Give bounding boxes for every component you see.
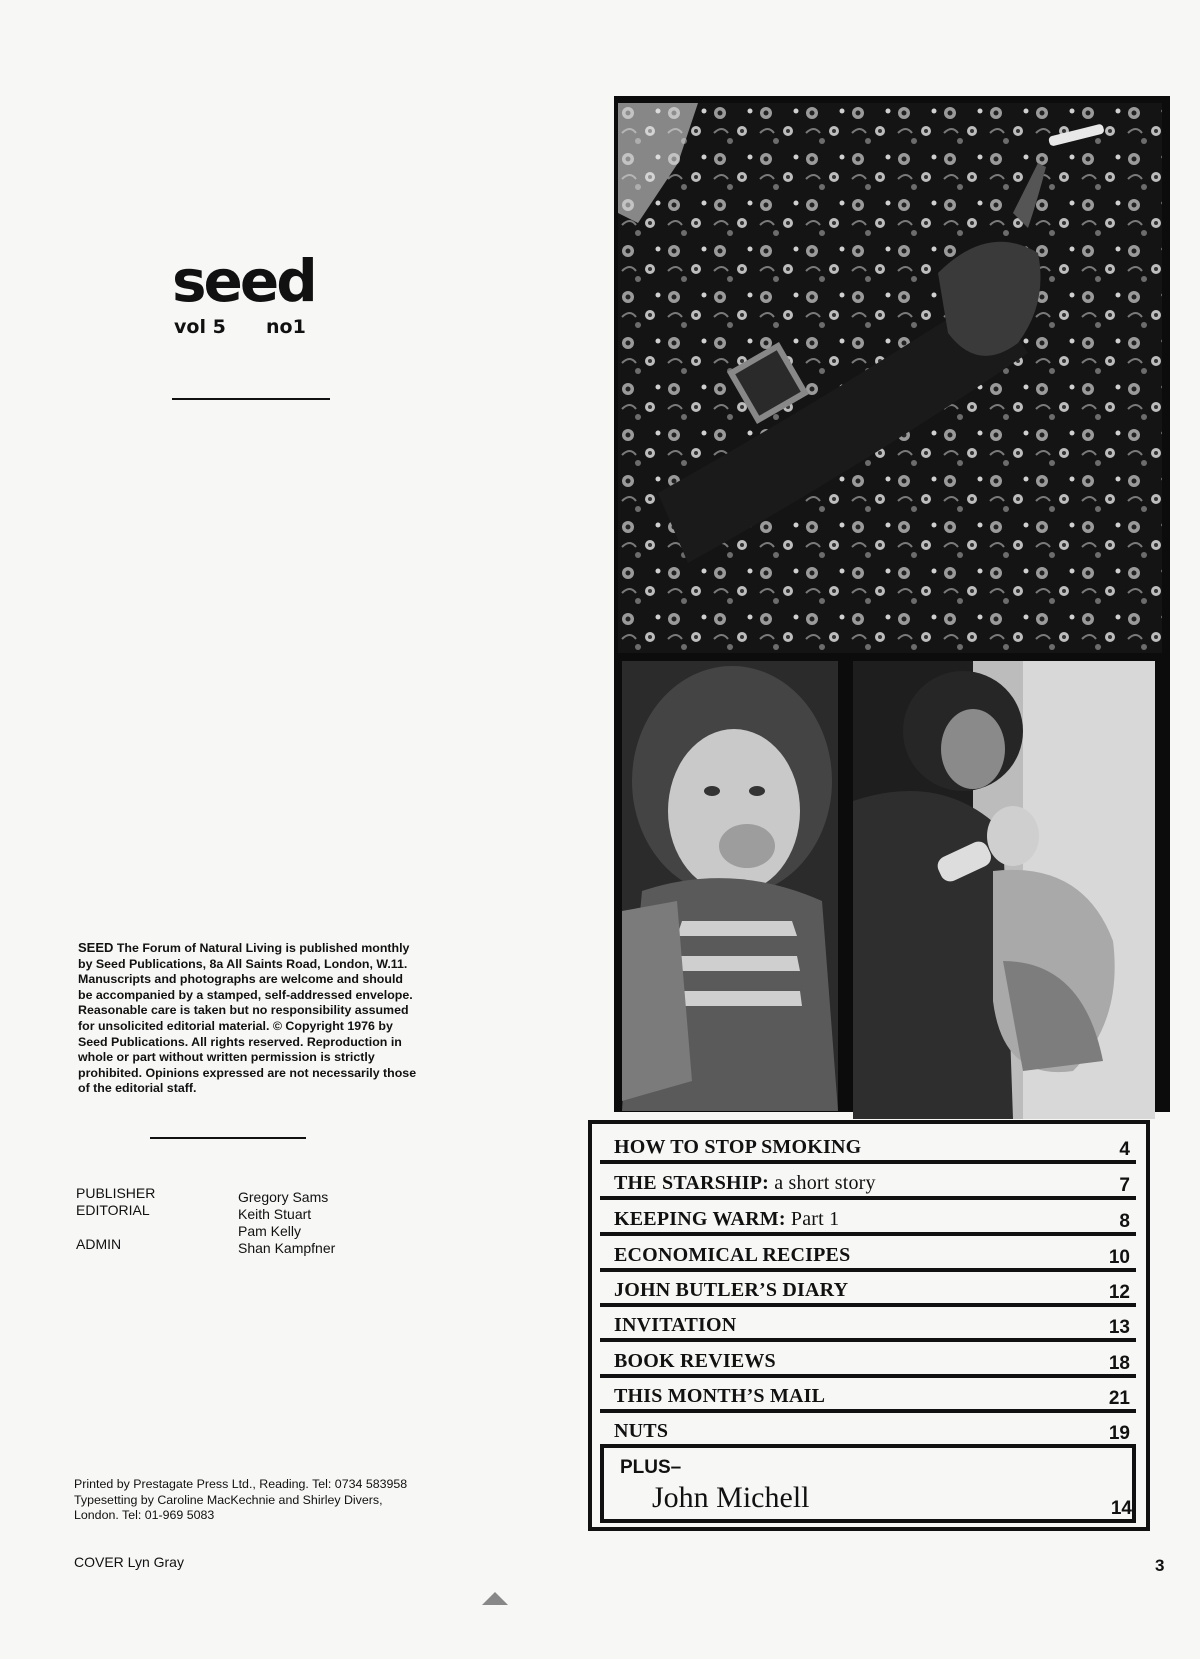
contents-title: JOHN BUTLER’S DIARY [614,1279,849,1301]
contents-page: 13 [1108,1317,1130,1338]
photo-mother-and-baby [853,661,1155,1119]
staff-role: PUBLISHER [76,1185,156,1201]
contents-page: 8 [1119,1211,1130,1232]
contents-title: INVITATION [614,1314,737,1336]
staff-name: Pam Kelly [238,1223,302,1239]
issue-number: no1 [266,316,306,338]
print-registration-mark [482,1592,508,1605]
imprint-rule [150,1137,306,1139]
contents-item[interactable] [600,1413,1136,1448]
contents-title: HOW TO STOP SMOKING [614,1136,862,1158]
contents-item[interactable] [600,1237,1136,1272]
staff-name: Gregory Sams [238,1189,329,1205]
contents-plus-title: John Michell [652,1481,810,1514]
photo-child-eating [622,661,838,1111]
contents-page: 7 [1119,1175,1130,1196]
imprint-text: The Forum of Natural Living is published monthly by Seed Publications, 8a All Saints Road, London, W.11. Manuscripts and photographs are welcome and should be accompanied by a stamped, self-addressed envelope. Reasonable care is taken but no responsibility assumed for unsolicited editorial material. © Copyright 1976 by Seed Publications. All rights reserved. Reproduction in whole or part without written permission is strictly prohibited. Opinions expressed are not necessarily those of the editorial staff. [78,941,417,1096]
contents-title: KEEPING WARM: Part 1 [614,1208,840,1230]
contents-title: NUTS [614,1420,669,1442]
page-number: 3 [1155,1556,1165,1575]
photo-hand-with-cigarette [618,103,1162,653]
volume-number: vol 5 [174,316,226,338]
staff-name: Keith Stuart [238,1206,312,1222]
contents-plus-label: PLUS– [620,1457,682,1478]
contents-item[interactable] [600,1201,1136,1236]
contents-item[interactable] [600,1165,1136,1200]
contents-title: ECONOMICAL RECIPES [614,1244,851,1266]
staff-role: ADMIN [76,1236,122,1252]
contents-title: BOOK REVIEWS [614,1350,776,1372]
printer-credits [74,1477,414,1524]
contents-item[interactable] [600,1343,1136,1378]
contents-page: 21 [1108,1388,1130,1409]
staff-role [76,1219,155,1236]
contents-title: THE STARSHIP: a short story [614,1172,876,1194]
contents-title: THIS MONTH’S MAIL [614,1385,826,1407]
contents-item[interactable] [600,1378,1136,1413]
contents-page: 18 [1108,1353,1130,1374]
printer-line: Printed by Prestagate Press Ltd., Reading. Tel: 0734 583958 [74,1477,408,1491]
contents-item[interactable] [600,1272,1136,1307]
contents-plus-page: 14 [1110,1498,1132,1519]
contents-page: 4 [1119,1139,1130,1160]
contents-page: 19 [1108,1423,1130,1444]
contents-item[interactable] [600,1129,1136,1164]
staff-name: Shan Kampfner [238,1240,336,1256]
staff-roles [76,1185,155,1253]
typesetting-line: Typesetting by Caroline MacKechnie and Shirley Divers, London. Tel: 01-969 5083 [74,1492,383,1523]
contents-item[interactable] [600,1307,1136,1342]
contents-page: 12 [1108,1282,1130,1303]
imprint-lead: SEED [78,940,114,955]
staff-names [238,1189,335,1257]
masthead-rule [172,398,330,400]
cover-credit: COVER Lyn Gray [74,1554,184,1570]
magazine-logo: seed [172,247,315,315]
contents-page: 10 [1108,1247,1130,1268]
imprint-notice [78,940,418,1097]
staff-role: EDITORIAL [76,1202,150,1218]
contents-box [588,1120,1150,1531]
